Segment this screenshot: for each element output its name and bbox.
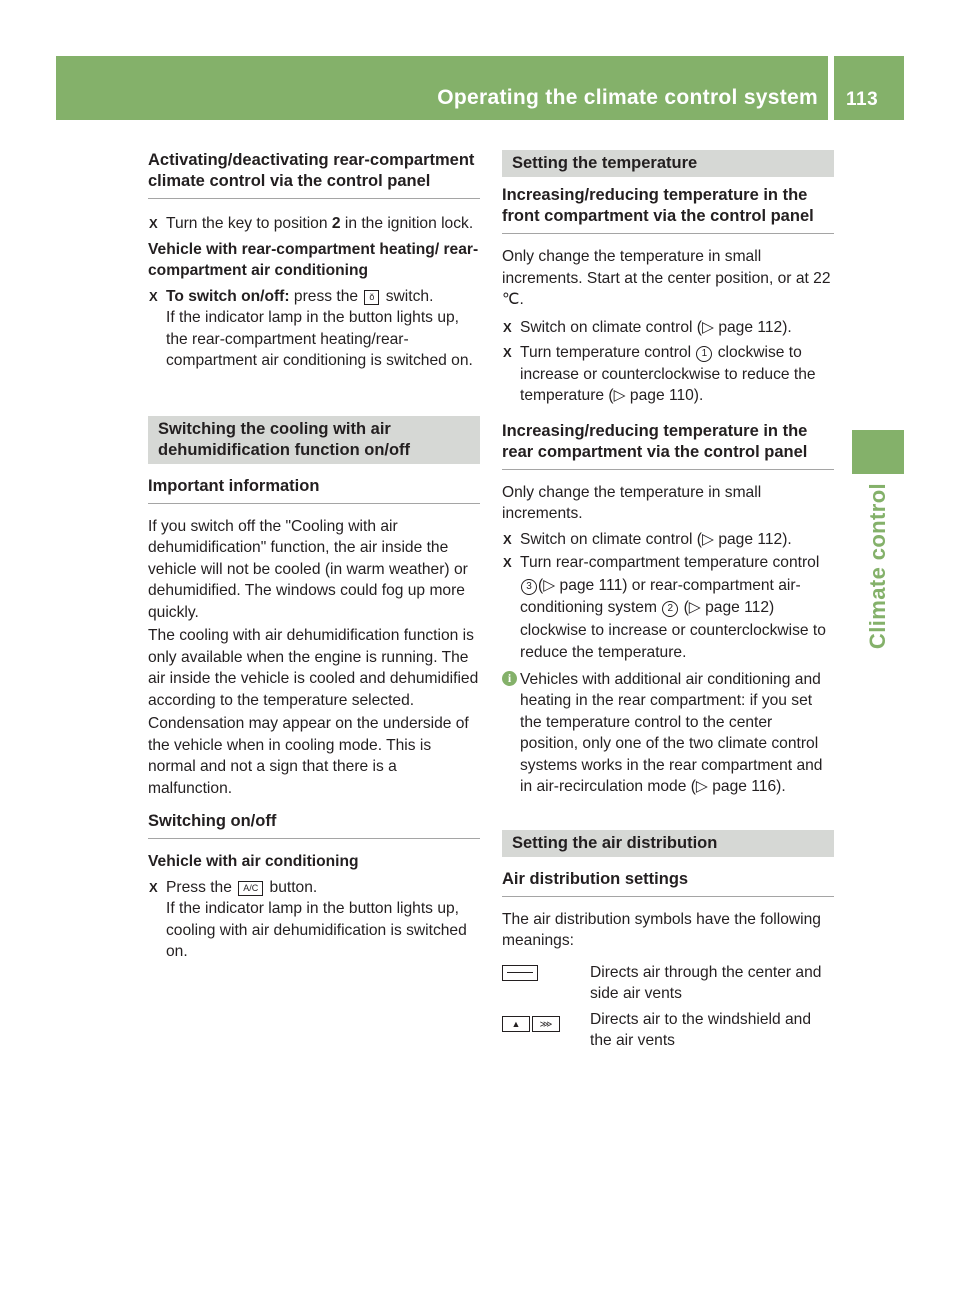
- section-bar-cooling: Switching the cooling with air dehumidification function on/off: [148, 416, 480, 464]
- step-press-ac: X Press the A/C button. If the indicator lamp in the button lights up, cooling with air dehumidification is switched on.: [148, 877, 480, 963]
- section-bar-temperature: Setting the temperature: [502, 150, 834, 177]
- step-turn-rear-control: X Turn rear-compartment temperature control 3 (▷ page 111) or rear-compartment air-conditioning system 2 (▷ page 112) clockwise to increase or counterclockwise to reduce the temperature.: [502, 552, 834, 665]
- paragraph: Only change the temperature in small increments. Start at the center position, or at 22 ℃.: [502, 248, 831, 308]
- subheading-air-conditioning: Vehicle with air conditioning: [148, 853, 359, 870]
- page-number-box: [834, 56, 904, 120]
- step-detail: If the indicator lamp in the button lights up, the rear-compartment heating/rear-compartment air conditioning is switched on.: [166, 309, 473, 369]
- table-row: [502, 962, 834, 1005]
- windshield-icon: ▲: [502, 1016, 530, 1032]
- heading-switching-on-off: Switching on/off: [148, 811, 480, 839]
- section-heading-rear-climate: Activating/deactivating rear-compartment climate control via the control panel: [148, 150, 480, 199]
- header-title: Operating the climate control system: [437, 86, 818, 109]
- table-cell: Directs air through the center and side air vents: [590, 963, 822, 1002]
- rear-climate-icon: ŏ: [364, 290, 379, 305]
- side-tab-marker: [852, 430, 904, 474]
- step-switch-on-climate: X Switch on climate control (▷ page 112).: [502, 317, 834, 339]
- section-bar-air-distribution: Setting the air distribution: [502, 830, 834, 857]
- page-number: 113: [846, 89, 879, 110]
- paragraph: If you switch off the "Cooling with air dehumidification" function, the air inside the vehicle will not be cooled (in warm weather) or dehumidified. The windows could fog up more quickly.: [148, 517, 468, 621]
- step-turn-front-control: X Turn temperature control 1 clockwise to increase or counterclockwise to reduce the temperature (▷ page 110).: [502, 342, 834, 407]
- info-icon: i: [502, 671, 517, 686]
- table-row: [502, 1009, 834, 1052]
- heading-front-temperature: Increasing/reducing temperature in the front compartment via the control panel: [502, 185, 834, 234]
- header-bar: [56, 56, 828, 120]
- paragraph: The air distribution symbols have the following meanings:: [502, 910, 821, 949]
- vents-icon: ⋙: [532, 1016, 560, 1032]
- step-switch-on-off: X To switch on/off: press the ŏ switch. If the indicator lamp in the button lights up, the rear-compartment heating/rear-compartment air conditioning is switched on.: [148, 286, 480, 372]
- paragraph: The cooling with air dehumidification function is only available when the engine is running. The air inside the vehicle is cooled and dehumidified according to the temperature selected.: [148, 627, 479, 709]
- callout-number: 3: [521, 579, 537, 595]
- paragraph: Condensation may appear on the underside of the vehicle when in cooling mode. This is normal and not a sign that there is a malfunction.: [148, 715, 469, 797]
- subheading-rear-heating: Vehicle with rear-compartment heating/ rear-compartment air conditioning: [148, 240, 479, 279]
- paragraph: Only change the temperature in small increments.: [502, 483, 762, 522]
- ac-button-icon: A/C: [238, 881, 263, 896]
- table-cell: Directs air to the windshield and the air vents: [590, 1010, 812, 1049]
- step-switch-on-climate-rear: X Switch on climate control (▷ page 112).: [502, 529, 834, 551]
- callout-number: 1: [696, 346, 712, 362]
- side-tab-label: Climate control: [865, 482, 890, 650]
- center-vents-icon: [502, 965, 538, 981]
- right-column: [502, 150, 834, 1052]
- heading-rear-temperature: Increasing/reducing temperature in the rear compartment via the control panel: [502, 421, 834, 470]
- callout-number: 2: [662, 601, 678, 617]
- heading-air-distribution-settings: Air distribution settings: [502, 869, 834, 897]
- step-ignition: X Turn the key to position 2 in the ignition lock.: [148, 213, 480, 235]
- left-column: [148, 150, 480, 963]
- step-detail: If the indicator lamp in the button lights up, cooling with air dehumidification is switched on.: [166, 900, 467, 960]
- info-note: i Vehicles with additional air conditioning and heating in the rear compartment: if you set the temperature control to the center position, only one of the two climate control systems works in the rear compartment and in air-recirculation mode (▷ page 116).: [502, 669, 834, 798]
- heading-important-information: Important information: [148, 476, 480, 504]
